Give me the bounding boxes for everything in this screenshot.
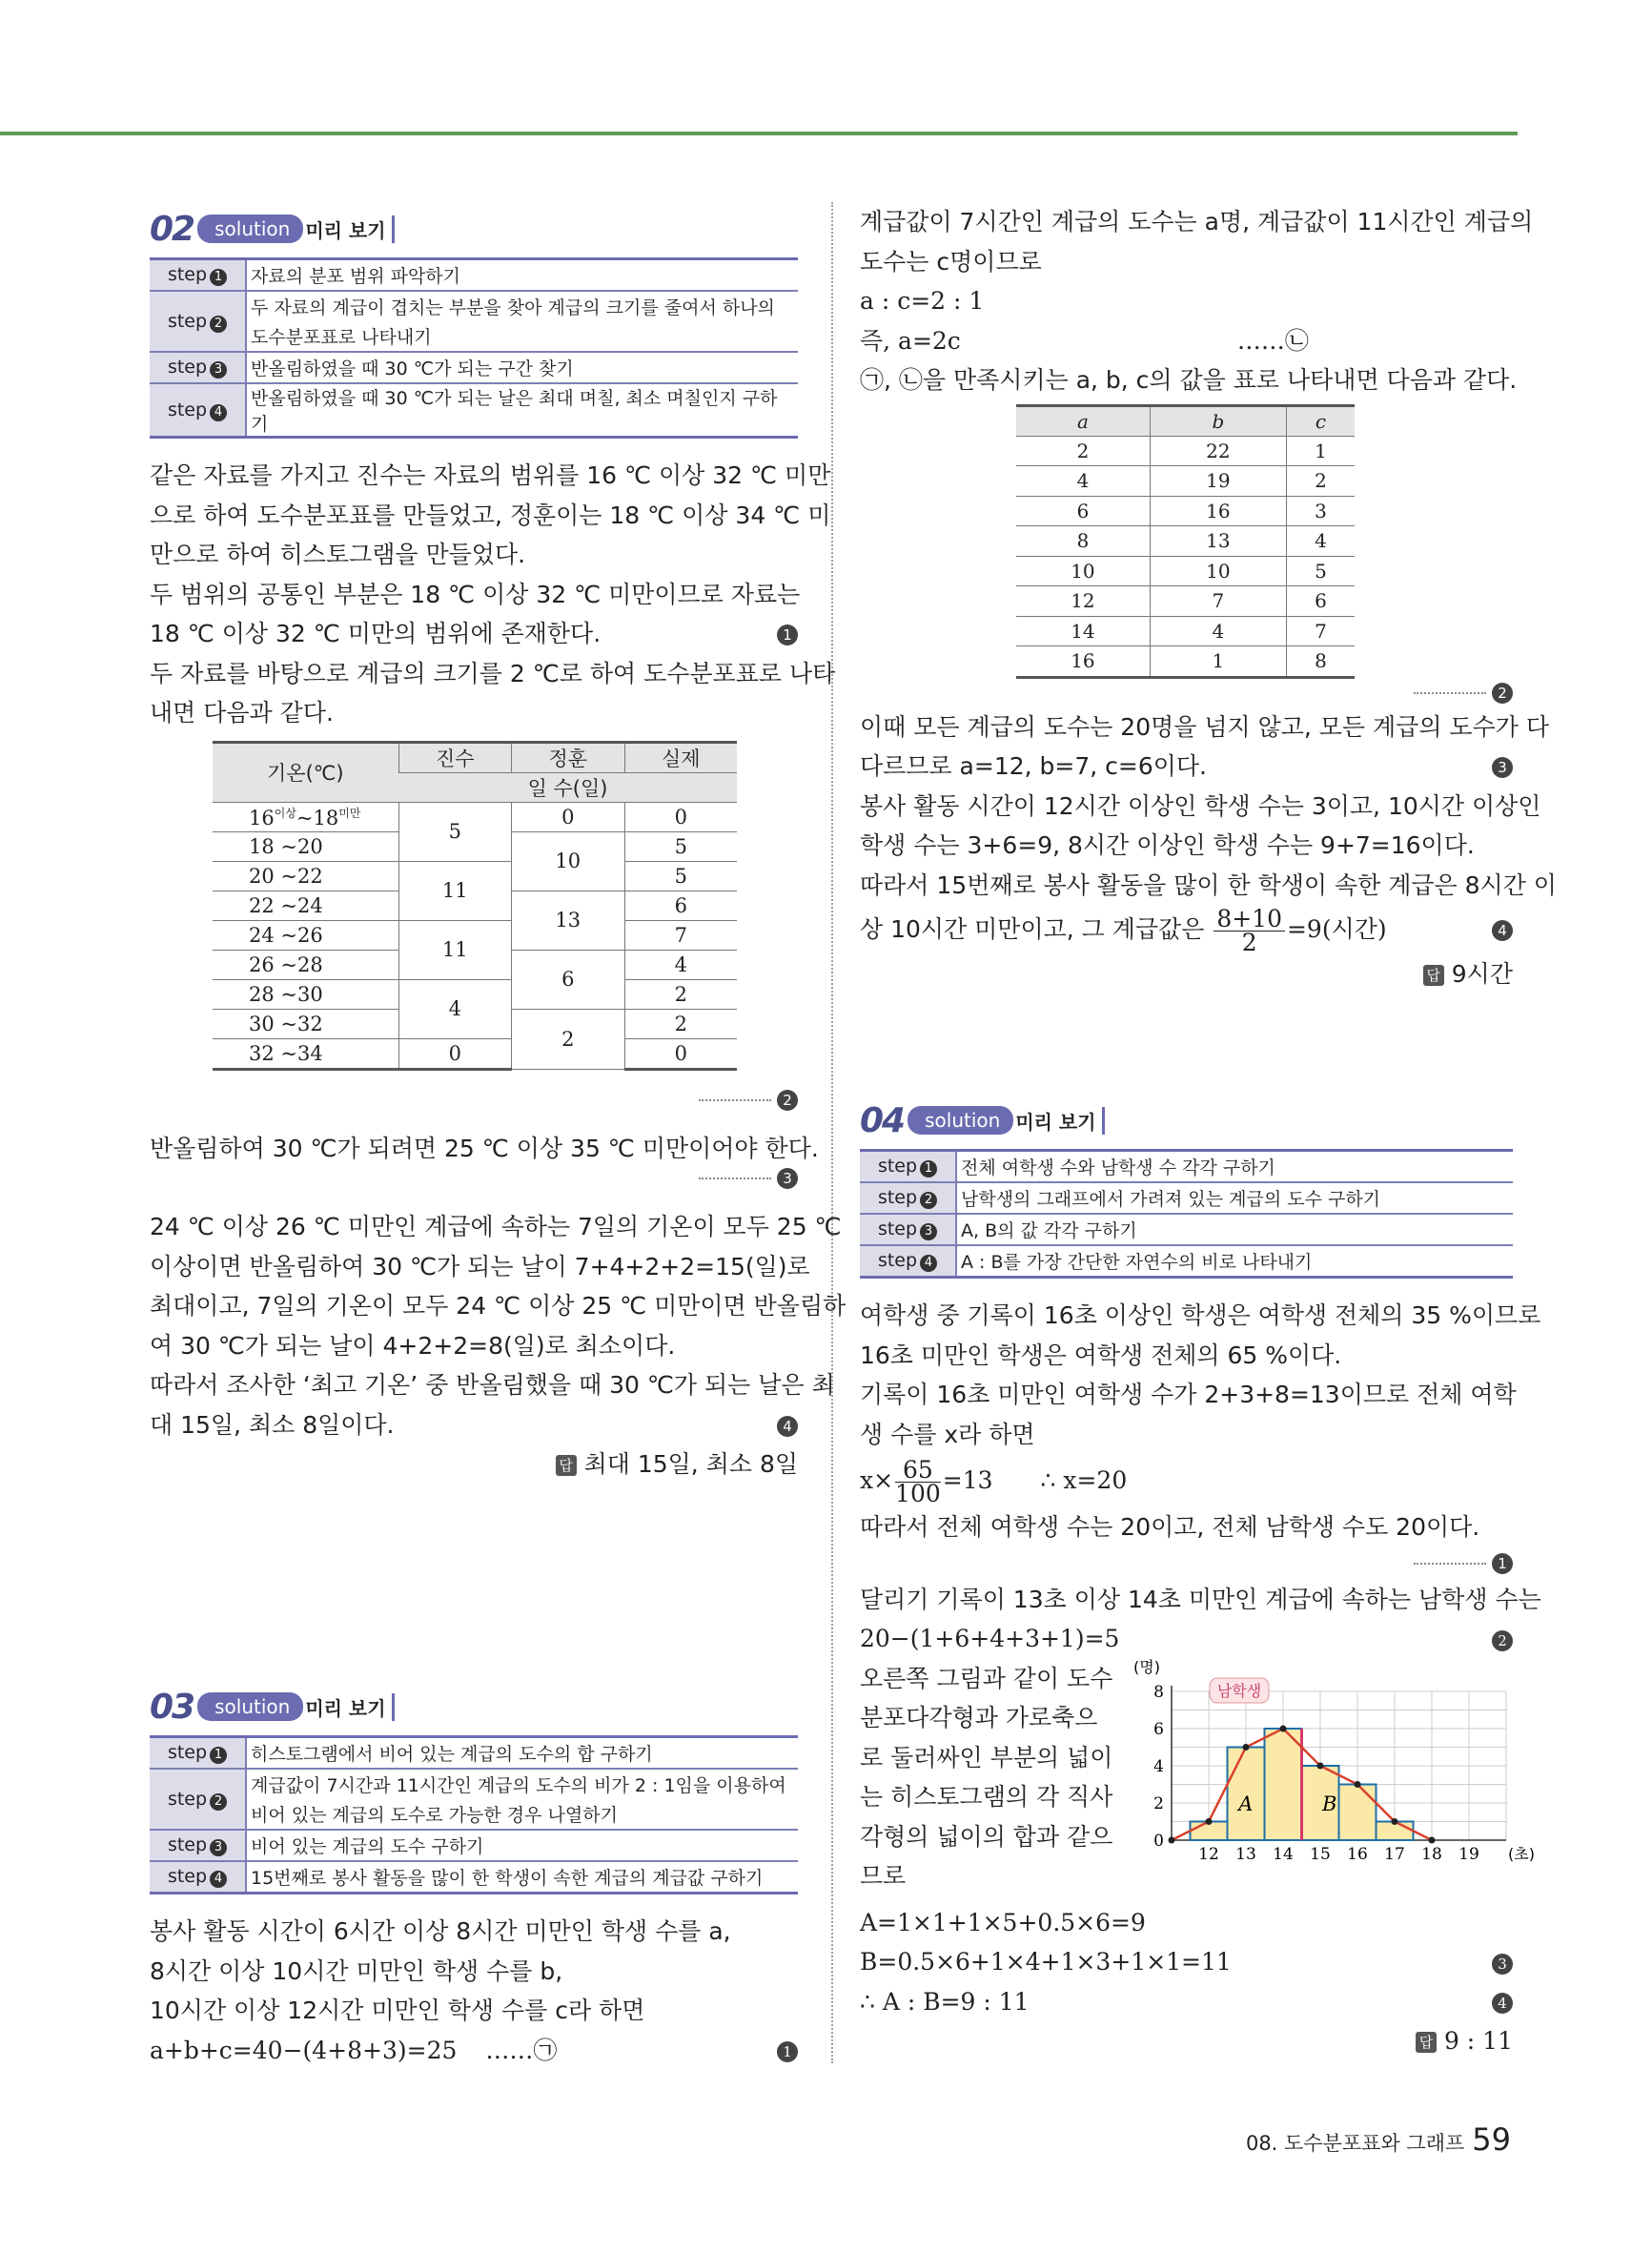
histogram-chart <box>1133 1657 1535 1878</box>
answer: 답 9시간 <box>860 954 1513 993</box>
polygon-point <box>1280 1725 1287 1731</box>
fraction: $\frac{8+10}{2}$ <box>1214 908 1285 954</box>
step-marker: 1 <box>777 614 798 654</box>
problem-number: 04 <box>860 1100 905 1140</box>
section-03-header <box>150 1686 798 1728</box>
section-02 <box>150 208 846 1484</box>
section-04-header <box>860 1099 1513 1141</box>
paragraph-line: 대 15일, 최소 8일이다. 4 <box>150 1405 798 1445</box>
paragraph-line: 여 30 ℃가 되는 날이 4+2+2=8(일)로 최소이다. <box>150 1331 676 1360</box>
step-marker: 2 <box>860 679 1513 707</box>
paragraph-line: 계급값이 7시간인 계급의 도수는 a명, 계급값이 11시간인 계급의 <box>860 208 1534 236</box>
preview-label: 미리 보기 <box>305 215 394 243</box>
paragraph-line: 생 수를 x라 하면 <box>860 1420 1035 1448</box>
solution-badge: solution <box>197 215 303 243</box>
figure-caption-text: 오른쪽 그림과 같이 도수 분포다각형과 가로축으 로 둘러싸인 부분의 넓이 는 히스토그램의 각 직사 각형의 넓이의 합과 같으 므로 <box>860 1664 1113 1890</box>
figure-block <box>860 1657 1535 1897</box>
paragraph-line: 기록이 16초 미만인 여학생 수가 2+3+8=13이므로 전체 여학 <box>860 1381 1517 1408</box>
paragraph-line: 따라서 전체 여학생 수는 20이고, 전체 남학생 수도 20이다. <box>860 1513 1480 1541</box>
step-marker: 2 <box>1492 1619 1513 1659</box>
solution-badge: solution <box>908 1106 1013 1135</box>
equation: 20−(1+6+4+3+1)=5 2 <box>860 1619 1513 1659</box>
polygon-point <box>1169 1836 1175 1843</box>
y-tick-label: 2 <box>1153 1793 1164 1813</box>
header-days: 일 수(일) <box>398 772 737 802</box>
polygon-point <box>1317 1762 1324 1769</box>
paragraph-line: 학생 수는 3+6=9, 8시간 이상인 학생 수는 9+7=16이다. <box>860 831 1475 859</box>
problem-number: 02 <box>150 209 194 249</box>
polygon-point <box>1392 1818 1398 1825</box>
column-divider <box>831 202 833 2063</box>
equation: 즉, a=2c ……㉡ <box>860 326 1309 355</box>
equation: B=0.5×6+1×4+1×3+1×1=11 3 <box>860 1942 1513 1982</box>
step-table: step 1 전체 여학생 수와 남학생 수 각각 구하기 step 2 남학생의 그래프에서 가려져 있는 계급의 도수 구하기 step 3 A, B의 값 각각 구하기 step 4 A : B를 가장 간단한 자연수의 비로 나타내기 <box>860 1149 1513 1279</box>
paragraph-line: 따라서 조사한 ‘최고 기온’ 중 반올림했을 때 30 ℃가 되는 날은 최 <box>150 1371 835 1399</box>
paragraph-line: 18 ℃ 이상 32 ℃ 미만의 범위에 존재한다. 1 <box>150 614 798 654</box>
step-marker: 1 <box>777 2031 798 2071</box>
paragraph-line: 봉사 활동 시간이 12시간 이상인 학생 수는 3이고, 10시간 이상인 <box>860 791 1541 820</box>
step-marker: 3 <box>1492 1942 1513 1982</box>
polygon-point <box>1429 1836 1436 1843</box>
x-tick-label: 18 <box>1421 1844 1442 1864</box>
preview-label: 미리 보기 <box>305 1693 394 1721</box>
step-row: step 1 자료의 분포 범위 파악하기 <box>150 259 798 292</box>
step-marker: 4 <box>777 1405 798 1445</box>
y-tick-label: 0 <box>1153 1831 1164 1851</box>
paragraph-line: 8시간 이상 10시간 미만인 학생 수를 b, <box>150 1956 563 1985</box>
step-row: step 4 반올림하였을 때 30 ℃가 되는 날은 최대 며칠, 최소 며칠인지 구하기 <box>150 383 798 438</box>
header-actual: 실제 <box>624 742 737 772</box>
polygon-point <box>1206 1818 1213 1825</box>
paragraph-line: 도수는 c명이므로 <box>860 247 1042 276</box>
page-footer <box>1246 2121 1511 2158</box>
step-marker: 4 <box>1492 905 1513 954</box>
equation: a : c=2 : 1 <box>860 287 985 315</box>
x-axis-unit: (초) <box>1508 1844 1535 1863</box>
step-table <box>150 257 798 439</box>
y-tick-label: 4 <box>1153 1756 1164 1776</box>
equation: x× $\frac{65}{100}$ =13 ∴ x=20 <box>860 1456 1128 1507</box>
solution-badge: solution <box>197 1692 303 1721</box>
x-tick-label: 12 <box>1198 1844 1219 1864</box>
histogram-bar <box>1265 1729 1302 1840</box>
fraction: $\frac{65}{100}$ <box>895 1456 941 1507</box>
paragraph-line: 따라서 15번째로 봉사 활동을 많이 한 학생이 속한 계급은 8시간 이 <box>860 870 1557 899</box>
paragraph-line: 24 ℃ 이상 26 ℃ 미만인 계급에 속하는 7일의 기온이 모두 25 ℃ <box>150 1213 842 1240</box>
x-tick-label: 13 <box>1235 1844 1256 1864</box>
paragraph-line: 두 자료를 바탕으로 계급의 크기를 2 ℃로 하여 도수분포표로 나타 <box>150 659 836 687</box>
polygon-point <box>1355 1781 1361 1788</box>
paragraph-line: 상 10시간 미만이고, 그 계급값은 $\frac{8+10}{2}$ =9(시간) 4 <box>860 905 1513 954</box>
step-row: step 3 반올림하였을 때 30 ℃가 되는 구간 찾기 <box>150 352 798 383</box>
region-label-b: B <box>1321 1792 1337 1815</box>
step-marker: 4 <box>1492 1982 1513 2022</box>
polygon-point <box>1243 1744 1250 1751</box>
frequency-table: 기온(℃) 진수 정훈 실제 일 수(일) $16^{이상}\sim 18^{미만}$ 5 0 0 18 ~20 10 5 20 ~22 11 5 22 ~24 13 6 24 ~26 11 7 26 ~28 6 4 28 ~30 4 2 30 ~32 2 2 32 ~34 0 0 <box>213 741 737 1071</box>
x-tick-label: 17 <box>1384 1844 1405 1864</box>
page-number: 59 <box>1472 2121 1511 2158</box>
chart-title: 남학생 <box>1216 1681 1262 1700</box>
step-row-cont: 도수분포표로 나타내기 <box>150 321 798 352</box>
x-tick-label: 14 <box>1273 1844 1294 1864</box>
preview-label: 미리 보기 <box>1015 1107 1104 1135</box>
answer: 답 9 : 11 <box>860 2021 1513 2060</box>
paragraph-line: 다르므로 a=12, b=7, c=6이다. 3 <box>860 747 1513 787</box>
step-marker: 3 <box>1492 747 1513 787</box>
paragraph-line: 반올림하여 30 ℃가 되려면 25 ℃ 이상 35 ℃ 미만이어야 한다. <box>150 1134 819 1162</box>
step-marker: 3 <box>150 1168 798 1207</box>
section-03-cont <box>860 202 1557 993</box>
paragraph-line: 달리기 기록이 13초 이상 14초 미만인 계급에 속하는 남학생 수는 <box>860 1585 1541 1613</box>
paragraph-line: 내면 다음과 같다. <box>150 699 334 727</box>
problem-number: 03 <box>150 1687 194 1727</box>
y-axis-unit: (명) <box>1133 1657 1160 1676</box>
class-cell: $16^{이상}\sim 18^{미만}$ <box>213 802 398 831</box>
section-03 <box>150 1686 798 2070</box>
y-tick-label: 8 <box>1153 1682 1164 1702</box>
chapter-title: 08. 도수분포표와 그래프 <box>1245 2132 1465 2155</box>
paragraph-line: 여학생 중 기록이 16초 이상인 학생은 여학생 전체의 35 %이므로 <box>860 1301 1541 1329</box>
header-jeonghun: 정훈 <box>512 742 624 772</box>
y-tick-label: 6 <box>1153 1719 1164 1739</box>
paragraph-line: 이때 모든 계급의 도수는 20명을 넘지 않고, 모든 계급의 도수가 다 <box>860 712 1549 741</box>
section-02-header <box>150 208 798 250</box>
equation: A=1×1+1×5+0.5×6=9 <box>860 1908 1146 1936</box>
histogram-bar <box>1339 1784 1377 1840</box>
paragraph-line: 10시간 이상 12시간 미만인 학생 수를 c라 하면 <box>150 1997 645 2024</box>
paragraph-line: 최대이고, 7일의 기온이 모두 24 ℃ 이상 25 ℃ 미만이면 반올림하 <box>150 1292 846 1320</box>
paragraph-line: 같은 자료를 가지고 진수는 자료의 범위를 16 ℃ 이상 32 ℃ 미만 <box>150 461 831 489</box>
paragraph-line: ㉠, ㉡을 만족시키는 a, b, c의 값을 표로 나타내면 다음과 같다. <box>860 366 1518 394</box>
step-table: step 1 히스토그램에서 비어 있는 계급의 도수의 합 구하기 step 2 계급값이 7시간과 11시간인 계급의 도수의 비가 2 : 1임을 이용하여 비어 있는 계급의 도수로 가능한 경우 나열하기 step 3 비어 있는 계급의 도수 구하기 step 4 15번째로 봉사 활동을 많이 한 학생이 속한 계급의 계급값 구하기 <box>150 1735 798 1895</box>
abc-table: a b c 2 22 1 4 19 2 6 16 3 8 13 4 10 10 5 12 7 6 14 4 7 16 1 8 <box>1016 404 1355 679</box>
equation: ∴ A : B=9 : 11 4 <box>860 1982 1513 2022</box>
x-tick-label: 15 <box>1310 1844 1331 1864</box>
answer: 답 최대 15일, 최소 8일 <box>150 1444 798 1484</box>
paragraph-line: 봉사 활동 시간이 6시간 이상 8시간 미만인 학생 수를 a, <box>150 1917 731 1945</box>
header-temp: 기온(℃) <box>213 742 398 802</box>
paragraph-line: 만으로 하여 히스토그램을 만들었다. <box>150 541 526 568</box>
paragraph-line: 16초 미만인 학생은 여학생 전체의 65 %이다. <box>860 1341 1342 1369</box>
paragraph-line: 두 범위의 공통인 부분은 18 ℃ 이상 32 ℃ 미만이므로 자료는 <box>150 580 801 608</box>
step-marker: 1 <box>860 1547 1513 1580</box>
step-row: step 2 두 자료의 계급이 겹치는 부분을 찾아 계급의 크기를 줄여서 하나의 <box>150 291 798 321</box>
paragraph-line: 으로 하여 도수분포표를 만들었고, 정훈이는 18 ℃ 이상 34 ℃ 미 <box>150 501 831 529</box>
top-rule <box>0 132 1518 135</box>
equation: a+b+c=40−(4+8+3)=25 ……㉠ 1 <box>150 2031 798 2071</box>
step-marker: 2 <box>150 1090 798 1129</box>
region-label-a: A <box>1238 1792 1254 1815</box>
x-tick-label: 19 <box>1458 1844 1479 1864</box>
paragraph-line: 이상이면 반올림하여 30 ℃가 되는 날이 7+4+2+2=15(일)로 <box>150 1252 810 1280</box>
x-tick-label: 16 <box>1347 1844 1368 1864</box>
section-04 <box>860 1099 1541 2060</box>
header-jinsu: 진수 <box>398 742 511 772</box>
